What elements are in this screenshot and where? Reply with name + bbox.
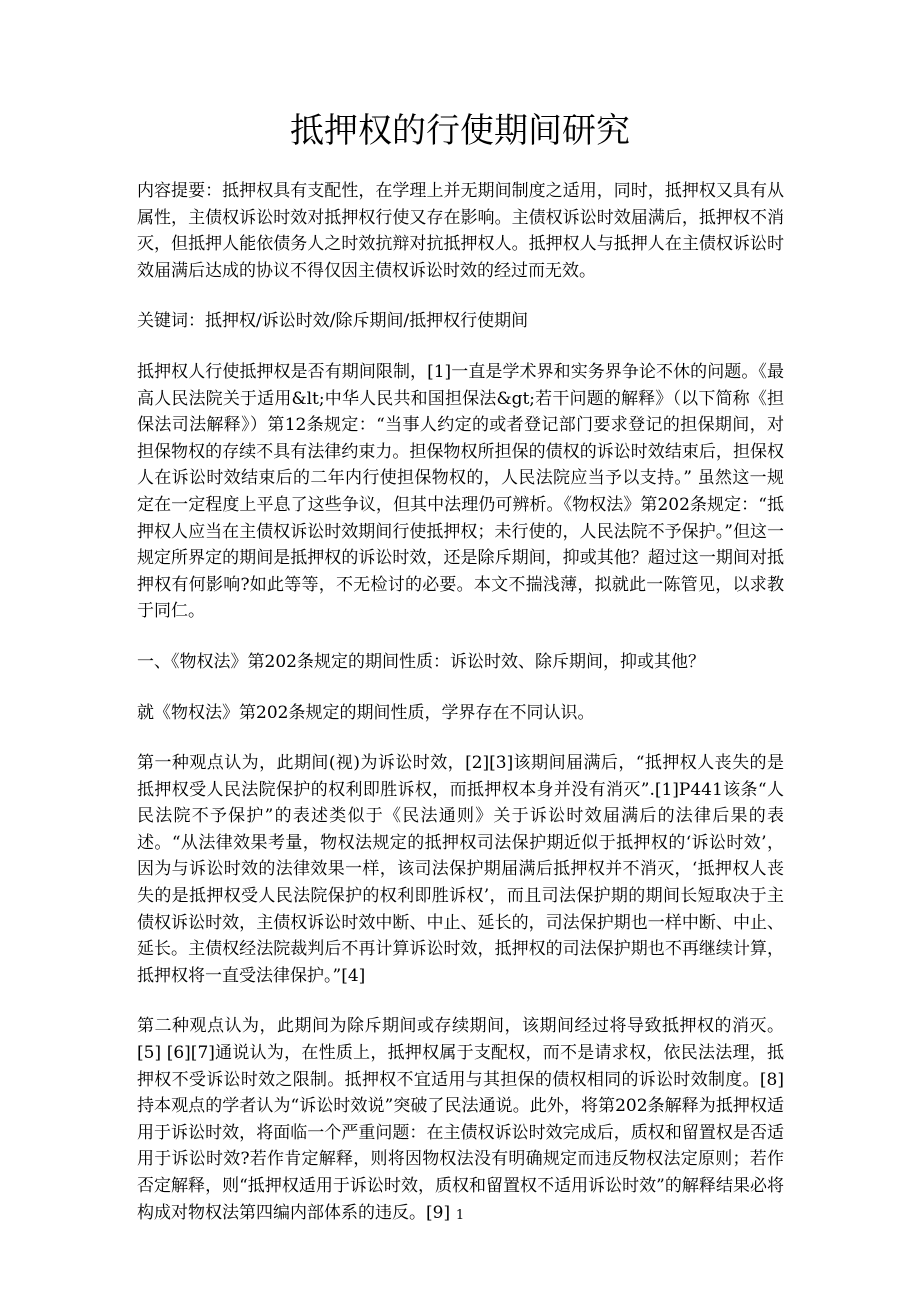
body-paragraph: 就《物权法》第202条规定的期间性质，学界存在不同认识。 [137,702,595,723]
body-paragraph: 第一种观点认为，此期间(视)为诉讼时效，[2][3]该期间届满后，“抵押权人丧失的是抵押权受人民法院保护的权利即胜诉权，而抵押权本身并没有消灭”.[1]P441该条“人民法院不予保护”的表述类似于《民法通则》关于诉讼时效届满后的法律后果的表述。“从法律效果考量，物权法规定的抵押权司法保护期近似于抵押权的‘诉讼时效’，因为与诉讼时效的法律效果一样，该司法保护期届满后抵押权并不消灭，‘抵押权人丧失的是抵押权受人民法院保护的权利即胜诉权’，而且司法保护期的期间长短取决于主债权诉讼时效，主债权诉讼时效中断、中止、延长的，司法保护期也一样中断、中止、延长。主债权经法院裁判后不再计算诉讼时效，抵押权的司法保护期也不再继续计算，抵押权将一直受法律保护。”[4] [137,753,784,986]
body-paragraph: 第二种观点认为，此期间为除斥期间或存续期间，该期间经过将导致抵押权的消灭。[5] [6][7]通说认为，在性质上，抵押权属于支配权，而不是请求权，依民法法理，抵押权不受诉讼时效之限制。抵押权不宜适用与其担保的债权相同的诉讼时效制度。[8]持本观点的学者认为“诉讼时效说”突破了民法通说。此外，将第202条解释为抵押权适用于诉讼时效，将面临一个严重问题：在主债权诉讼时效完成后，质权和留置权是否适用于诉讼时效?若作肯定解释，则将因物权法没有明确规定而违反物权法定原则；若作否定解释，则“抵押权适用于诉讼时效，质权和留置权不适用诉讼时效”的解释结果必将构成对物权法第四编内部体系的违反。[9] [137,1016,784,1223]
body-text [137,178,784,1250]
section-heading: 一、《物权法》第202条规定的期间性质：诉讼时效、除斥期间，抑或其他？ [137,651,705,672]
page-number: 1 [455,1208,465,1223]
intro-paragraph: 抵押权人行使抵押权是否有期间限制，[1]一直是学术界和实务界争论不休的问题。《最高人民法院关于适用&lt;中华人民共和国担保法&gt;若干问题的解释》（以下简称《担保法司法解释》）第12条规定：“当事人约定的或者登记部门要求登记的担保期间，对担保物权的存续不具有法律约束力。担保物权所担保的债权的诉讼时效结束后，担保权人在诉讼时效结束后的二年内行使担保物权的，人民法院应当予以支持。” 虽然这一规定在一定程度上平息了这些争议，但其中法理仍可辨析。《物权法》第202条规定：“抵押权人应当在主债权诉讼时效期间行使抵押权；未行使的，人民法院不予保护。”但这一规定所界定的期间是抵押权的诉讼时效，还是除斥期间，抑或其他？超过这一期间对抵押权有何影响?如此等等，不无检讨的必要。本文不揣浅薄，拟就此一陈管见，以求教于同仁。 [137,361,784,622]
page-title: 抵押权的行使期间研究 [290,111,630,151]
keywords-paragraph: 关键词：抵押权/诉讼时效/除斥期间/抵押权行使期间 [137,311,529,332]
abstract-paragraph: 内容提要：抵押权具有支配性，在学理上并无期间制度之适用，同时，抵押权又具有从属性，主债权诉讼时效对抵押权行使又存在影响。主债权诉讼时效届满后，抵押权不消灭，但抵押人能依债务人之时效抗辩对抗抵押权人。抵押权人与抵押人在主债权诉讼时效届满后达成的协议不得仅因主债权诉讼时效的经过而无效。 [137,181,784,281]
